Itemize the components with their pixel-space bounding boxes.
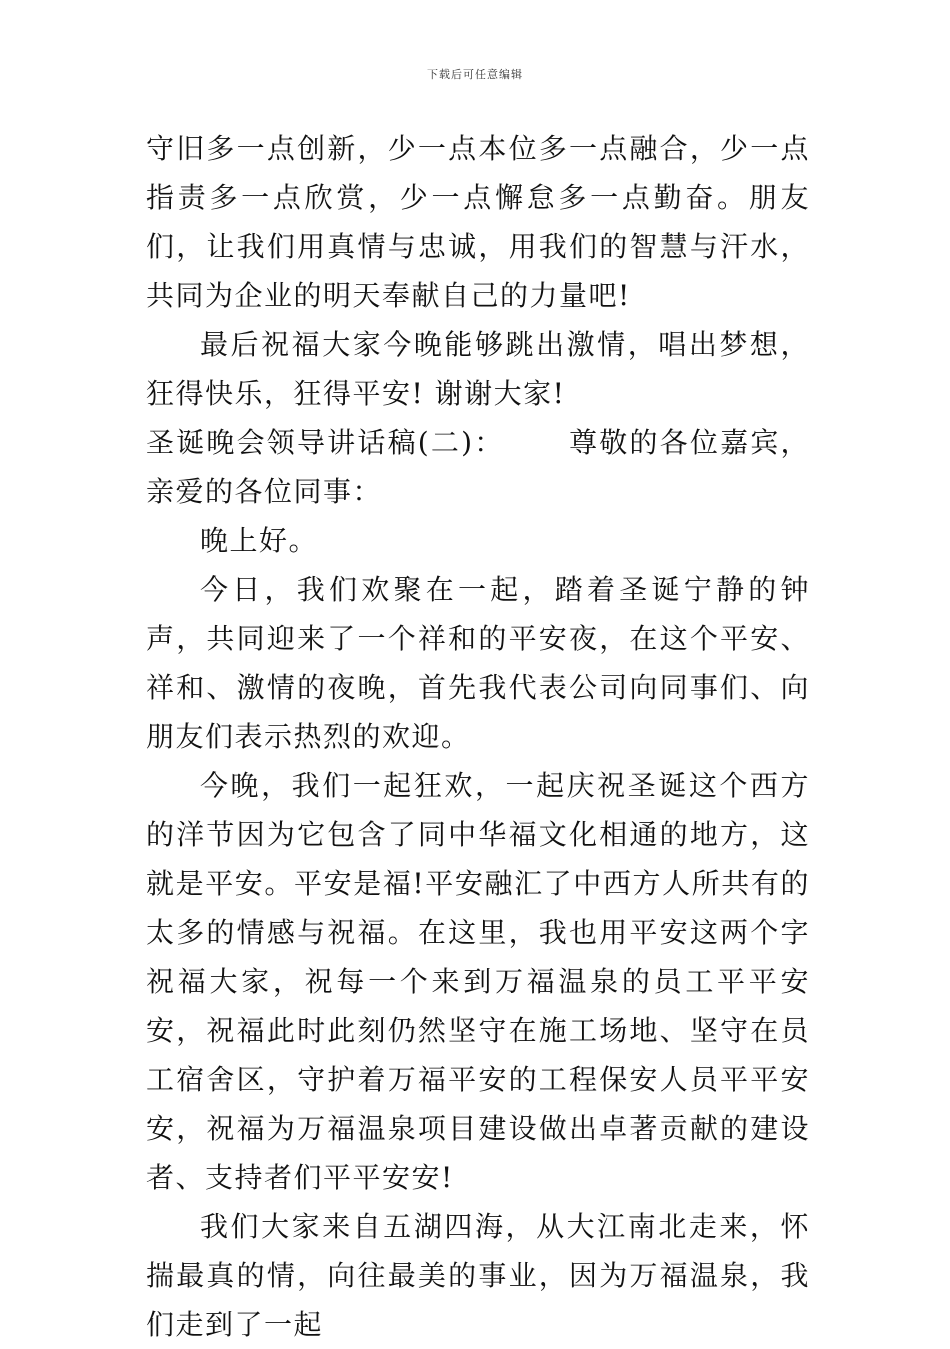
document-body <box>146 124 810 1349</box>
section-heading-line <box>146 418 810 516</box>
section-heading: 圣诞晚会领导讲话稿(二)： <box>146 426 505 459</box>
paragraph: 今日，我们欢聚在一起，踏着圣诞宁静的钟声，共同迎来了一个祥和的平安夜，在这个平安、祥和、激情的夜晚，首先我代表公司向同事们、向朋友们表示热烈的欢迎。 <box>146 573 810 753</box>
header-note: 下载后可任意编辑 <box>427 68 523 81</box>
paragraph: 最后祝福大家今晚能够跳出激情，唱出梦想，狂得快乐，狂得平安! 谢谢大家! <box>146 328 810 410</box>
paragraph: 守旧多一点创新，少一点本位多一点融合，少一点指责多一点欣赏，少一点懈怠多一点勤奋。朋友们，让我们用真情与忠诚，用我们的智慧与汗水，共同为企业的明天奉献自己的力量吧! <box>146 132 810 312</box>
salutation: 尊敬的各位嘉宾，亲爱的各位同事： <box>146 426 810 508</box>
greeting: 晚上好。 <box>200 524 319 557</box>
paragraph: 今晚，我们一起狂欢，一起庆祝圣诞这个西方的洋节因为它包含了同中华福文化相通的地方，这就是平安。平安是福!平安融汇了中西方人所共有的太多的情感与祝福。在这里，我也用平安这两个字祝福大家，祝每一个来到万福温泉的员工平平安安，祝福此时此刻仍然坚守在施工场地、坚守在员工宿舍区，守护着万福平安的工程保安人员平平安安，祝福为万福温泉项目建设做出卓著贡献的建设者、支持者们平平安安! <box>146 769 810 1194</box>
paragraph: 我们大家来自五湖四海，从大江南北走来，怀揣最真的情，向往最美的事业，因为万福温泉，我们走到了一起 <box>146 1210 810 1341</box>
